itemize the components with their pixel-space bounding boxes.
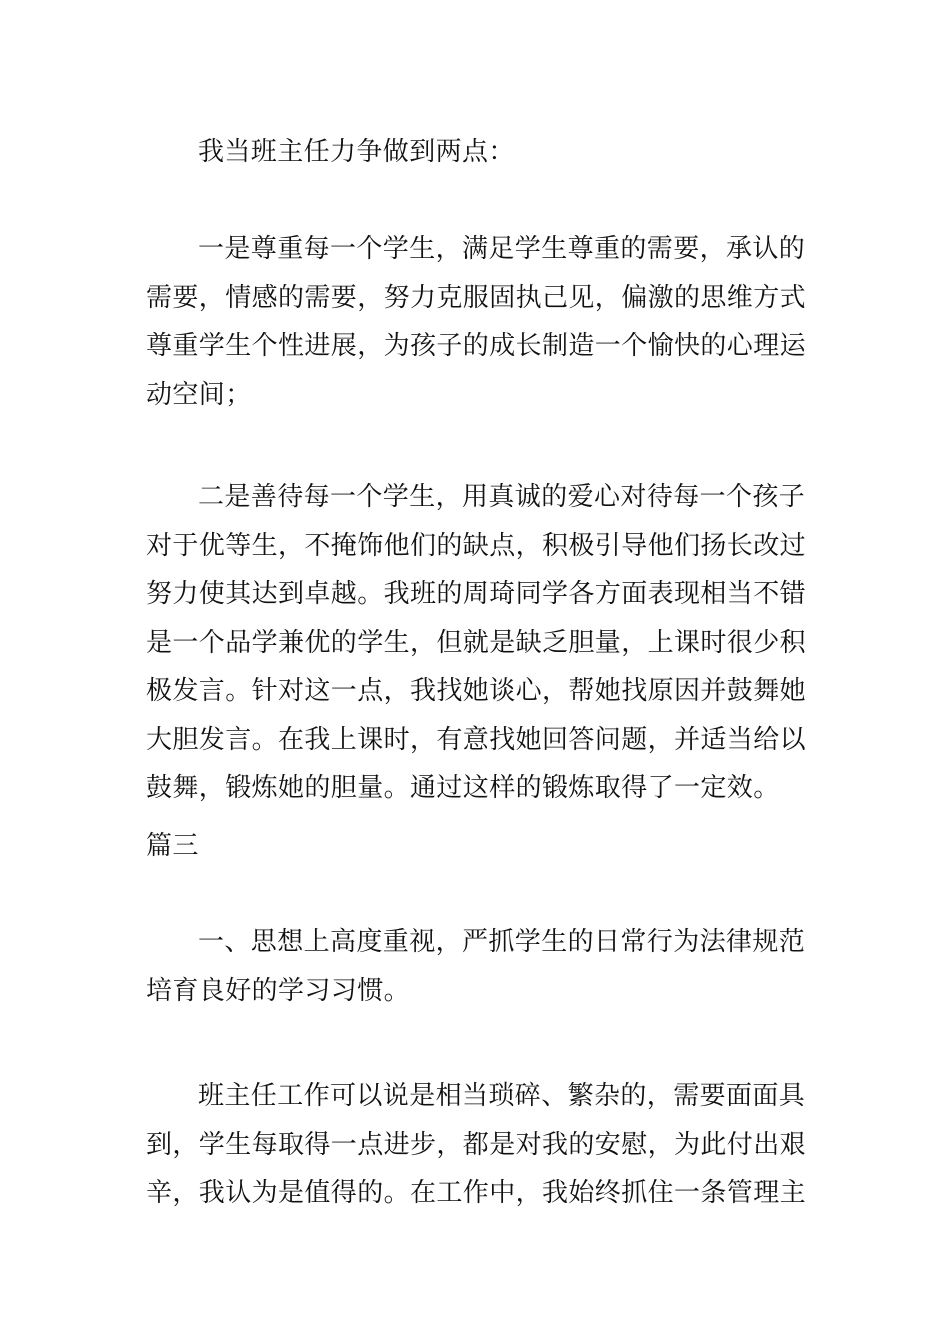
paragraph-class-teacher-work: [146, 1072, 806, 1218]
text-line: 一、思想上高度重视，严抓学生的日常行为法律规范: [198, 927, 806, 957]
text-line: 极发言。针对这一点，我找她谈心，帮她找原因并鼓舞她: [146, 676, 807, 706]
text-line: 我当班主任力争做到两点：: [198, 137, 515, 167]
text-line: 鼓舞，锻炼她的胆量。通过这样的锻炼取得了一定效。: [146, 773, 780, 803]
text-line: 二是善待每一个学生，用真诚的爱心对待每一个孩子: [198, 482, 806, 512]
text-line: 到，学生每取得一点进步，都是对我的安慰，为此付出艰: [146, 1129, 807, 1160]
text-line: 需要，情感的需要，努力克服固执己见，偏激的思维方式: [146, 282, 807, 313]
text-line: 班主任工作可以说是相当琐碎、繁杂的，需要面面具: [198, 1081, 806, 1111]
text-line: 大胆发言。在我上课时，有意找她回答问题，并适当给以: [146, 724, 807, 755]
text-line: 辛，我认为是值得的。在工作中，我始终抓住一条管理主: [146, 1178, 807, 1208]
section-heading-part-three: [146, 822, 806, 871]
paragraph-treat-students-well: [146, 473, 806, 813]
text-line: 尊重学生个性进展，为孩子的成长制造一个愉快的心理运: [146, 331, 807, 361]
text-line: 动空间；: [146, 379, 252, 410]
text-line: 培育良好的学习习惯。: [146, 975, 411, 1006]
paragraph-two-points: [146, 128, 806, 177]
text-line: 篇三: [146, 831, 199, 861]
text-line: 一是尊重每一个学生，满足学生尊重的需要，承认的: [198, 234, 806, 264]
paragraph-behavior-norms: [146, 918, 806, 1015]
paragraph-respect-students: [146, 225, 806, 419]
text-line: 对于优等生，不掩饰他们的缺点，积极引导他们扬长改过: [146, 530, 807, 561]
text-line: 努力使其达到卓越。我班的周琦同学各方面表现相当不错: [146, 579, 807, 609]
text-line: 是一个品学兼优的学生，但就是缺乏胆量，上课时很少积: [146, 627, 807, 658]
